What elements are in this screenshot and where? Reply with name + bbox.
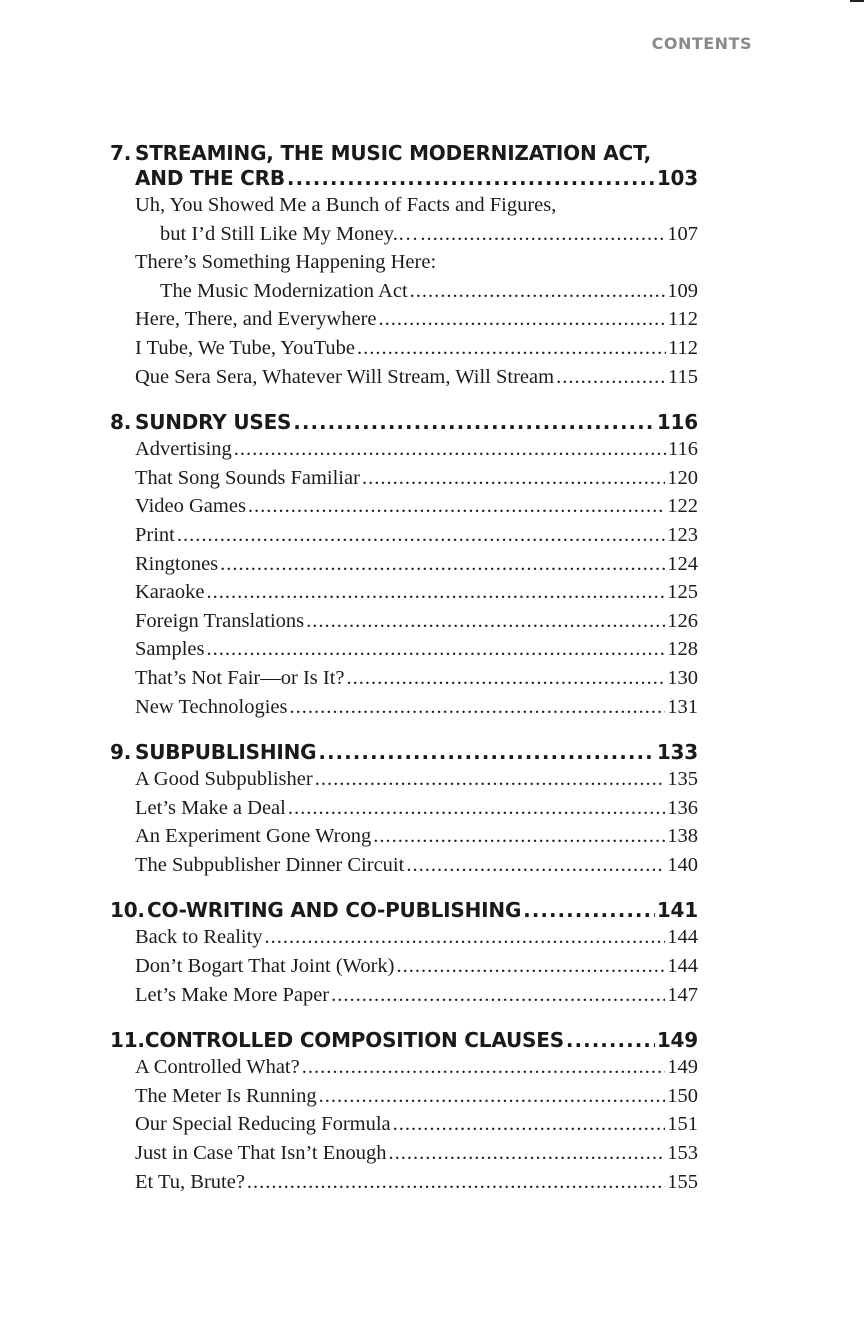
leader-dots (397, 952, 666, 981)
entry-page: 151 (667, 1113, 698, 1136)
entry-page: 125 (667, 581, 698, 604)
entry-title: The Subpublisher Dinner Circuit (135, 853, 405, 876)
chapter-number: 10. (110, 898, 145, 923)
leader-dots (523, 898, 655, 923)
chapter-9 (110, 740, 698, 879)
entry-page: 144 (667, 926, 698, 949)
chapter-title-line2[interactable] (110, 166, 698, 191)
table-of-contents (110, 141, 698, 1215)
entry-title: Samples (135, 638, 205, 661)
chapter-10 (110, 898, 698, 1009)
leader-dots (410, 277, 666, 306)
leader-dots (177, 521, 665, 550)
entry-page: 135 (667, 768, 698, 791)
entry-title: A Good Subpublisher (135, 768, 313, 791)
toc-entry[interactable] (110, 1168, 698, 1197)
entry-line1: There’s Something Happening Here: (135, 251, 437, 274)
toc-entry[interactable] (110, 550, 698, 579)
entry-title: I Tube, We Tube, YouTube (135, 336, 355, 359)
leader-dots (248, 492, 665, 521)
entry-title: A Controlled What? (135, 1056, 300, 1079)
leader-dots (357, 334, 666, 363)
chapter-page: 141 (656, 898, 698, 923)
entry-title: Let’s Make a Deal (135, 796, 286, 819)
leader-dots (331, 981, 665, 1010)
entry-title: Que Sera Sera, Whatever Will Stream, Will Stream (135, 365, 555, 388)
chapter-page: 149 (656, 1028, 698, 1053)
leader-dots (289, 693, 665, 722)
chapter-title[interactable] (110, 898, 698, 923)
entry-title: Our Special Reducing Formula (135, 1113, 391, 1136)
entry-page: 116 (668, 438, 698, 461)
leader-dots (566, 1028, 655, 1053)
toc-entry[interactable] (110, 822, 698, 851)
entry-title: Print (135, 523, 175, 546)
entry-title: Ringtones (135, 552, 219, 575)
entry-page: 126 (667, 609, 698, 632)
leader-dots (347, 664, 666, 693)
entry-title: Advertising (135, 438, 232, 461)
toc-entry[interactable] (110, 1139, 698, 1168)
toc-entry[interactable] (110, 334, 698, 363)
chapter-page: 116 (656, 410, 698, 435)
toc-entry[interactable] (110, 220, 698, 249)
chapter-title-text: AND THE CRB (135, 166, 285, 190)
entry-title: Just in Case That Isn’t Enough (135, 1142, 387, 1165)
entry-page: 147 (667, 983, 698, 1006)
leader-dots (406, 851, 665, 880)
crop-mark (850, 0, 864, 2)
leader-dots (287, 166, 655, 191)
entry-title: Video Games (135, 495, 246, 518)
toc-entry[interactable] (110, 277, 698, 306)
entry-title: That’s Not Fair—or Is It? (135, 666, 345, 689)
toc-entry[interactable] (110, 794, 698, 823)
entry-title: Let’s Make More Paper (135, 983, 330, 1006)
entry-page: 150 (667, 1084, 698, 1107)
leader-dots (319, 1082, 666, 1111)
entry-page: 128 (667, 638, 698, 661)
entry-title: That Song Sounds Familiar (135, 466, 360, 489)
chapter-title-line1: STREAMING, THE MUSIC MODERNIZATION ACT, (135, 141, 651, 165)
entry-page: 112 (668, 336, 698, 359)
toc-entry[interactable] (110, 1082, 698, 1111)
leader-dots (288, 794, 665, 823)
leader-dots (220, 550, 665, 579)
leader-dots (373, 822, 665, 851)
chapter-8 (110, 410, 698, 721)
entry-title: but I’d Still Like My Money.… (160, 222, 419, 245)
chapter-number: 8. (110, 410, 132, 435)
chapter-title-text: SUBPUBLISHING (135, 740, 317, 765)
leader-dots (393, 1110, 666, 1139)
toc-entry[interactable] (110, 635, 698, 664)
leader-dots (420, 220, 665, 249)
leader-dots (556, 363, 666, 392)
entry-page: 120 (667, 466, 698, 489)
chapter-title[interactable] (110, 1028, 698, 1053)
entry-page: 123 (667, 523, 698, 546)
leader-dots (315, 765, 666, 794)
leader-dots (302, 1053, 666, 1082)
running-head: CONTENTS (651, 34, 752, 53)
toc-entry[interactable] (110, 765, 698, 794)
entry-page: 131 (667, 695, 698, 718)
entry-page: 130 (667, 666, 698, 689)
entry-title: New Technologies (135, 695, 288, 718)
leader-dots (306, 607, 665, 636)
entry-title: Foreign Translations (135, 609, 305, 632)
chapter-number: 7. (110, 141, 132, 165)
toc-entry[interactable] (110, 693, 698, 722)
toc-entry[interactable] (110, 1110, 698, 1139)
entry-page: 122 (667, 495, 698, 518)
toc-entry[interactable] (110, 578, 698, 607)
chapter-title-text: SUNDRY USES (135, 410, 292, 435)
toc-entry[interactable] (110, 305, 698, 334)
entry-page: 115 (668, 365, 698, 388)
toc-entry[interactable] (110, 607, 698, 636)
entry-title: An Experiment Gone Wrong (135, 825, 372, 848)
toc-entry[interactable] (110, 981, 698, 1010)
entry-title: Here, There, and Everywhere (135, 308, 377, 331)
toc-entry[interactable] (110, 521, 698, 550)
toc-entry[interactable] (110, 952, 698, 981)
entry-page: 136 (667, 796, 698, 819)
leader-dots (206, 635, 665, 664)
toc-entry[interactable] (110, 492, 698, 521)
chapter-title[interactable] (110, 141, 698, 166)
entry-page: 109 (667, 279, 698, 302)
toc-entry[interactable] (110, 664, 698, 693)
chapter-page: 103 (656, 166, 698, 190)
toc-entry[interactable] (110, 464, 698, 493)
entry-title: The Music Modernization Act (160, 279, 408, 302)
chapter-title-text: CONTROLLED COMPOSITION CLAUSES (144, 1028, 564, 1053)
entry-title: Back to Reality (135, 926, 263, 949)
toc-entry[interactable] (110, 1053, 698, 1082)
leader-dots (362, 464, 665, 493)
leader-dots (379, 305, 666, 334)
chapter-title[interactable] (110, 740, 698, 765)
toc-entry[interactable] (110, 923, 698, 952)
toc-entry[interactable] (110, 435, 698, 464)
leader-dots (318, 740, 654, 765)
chapter-number: 9. (110, 740, 132, 765)
chapter-title-text: CO-WRITING AND CO-PUBLISHING (147, 898, 522, 923)
leader-dots (265, 923, 666, 952)
leader-dots (389, 1139, 666, 1168)
leader-dots (293, 410, 655, 435)
entry-page: 138 (667, 825, 698, 848)
chapter-number: 11. (110, 1028, 145, 1053)
chapter-11 (110, 1028, 698, 1196)
chapter-7 (110, 141, 698, 391)
entry-page: 140 (667, 853, 698, 876)
leader-dots (247, 1168, 665, 1197)
entry-line1: Uh, You Showed Me a Bunch of Facts and Figures, (135, 194, 557, 216)
entry-title: Karaoke (135, 581, 205, 604)
entry-page: 144 (667, 955, 698, 978)
entry-title: Don’t Bogart That Joint (Work) (135, 955, 395, 978)
chapter-title[interactable] (110, 410, 698, 435)
entry-title: Et Tu, Brute? (135, 1170, 245, 1193)
leader-dots (234, 435, 666, 464)
entry-page: 124 (667, 552, 698, 575)
toc-entry[interactable] (110, 851, 698, 880)
toc-entry[interactable] (110, 363, 698, 392)
entry-page: 107 (667, 222, 698, 245)
entry-page: 153 (667, 1142, 698, 1165)
entry-title: The Meter Is Running (135, 1084, 317, 1107)
entry-page: 155 (667, 1170, 698, 1193)
chapter-page: 133 (656, 740, 698, 765)
leader-dots (206, 578, 665, 607)
entry-page: 112 (668, 308, 698, 331)
entry-page: 149 (667, 1056, 698, 1079)
